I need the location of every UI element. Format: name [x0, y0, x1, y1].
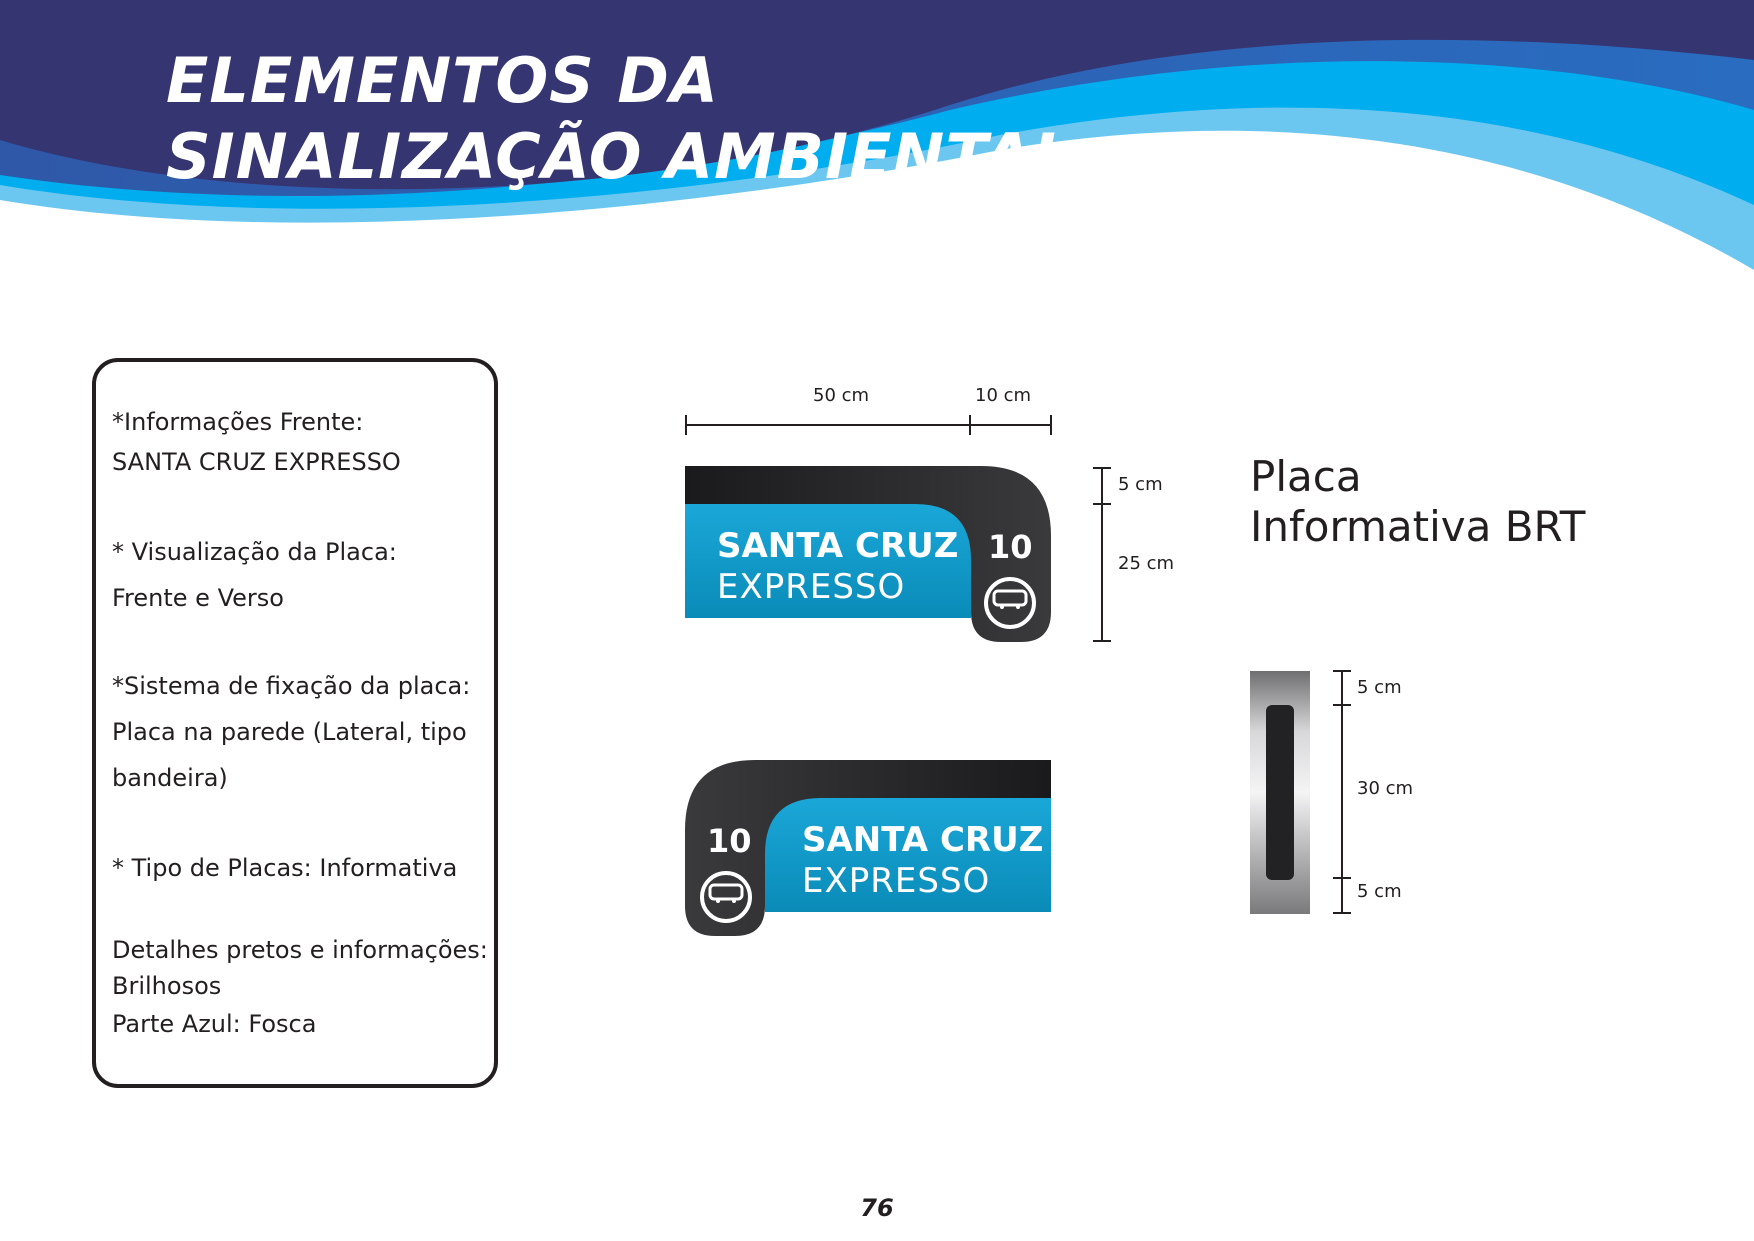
sign-front-line1: SANTA CRUZ — [717, 526, 959, 566]
page-title-line1: ELEMENTOS DA — [166, 44, 719, 117]
sign-back-number: 10 — [707, 822, 752, 860]
sign-back-line1: SANTA CRUZ — [802, 820, 1044, 860]
info-front-label: *Informações Frente: — [112, 408, 364, 436]
sign-front-line2: EXPRESSO — [717, 567, 906, 607]
page-title-line2: SINALIZAÇÃO AMBIENTAL — [166, 120, 1074, 193]
dim-height-main: 25 cm — [1118, 553, 1175, 574]
dim-height-top: 5 cm — [1118, 474, 1163, 495]
dim-width-side: 10 cm — [975, 385, 1032, 406]
dim-side-main: 30 cm — [1357, 778, 1414, 799]
page-number: 76 — [860, 1194, 894, 1222]
info-details-value: Brilhosos — [112, 972, 222, 1000]
info-view-value: Frente e Verso — [112, 584, 284, 612]
plate-title-line2: Informativa BRT — [1250, 502, 1586, 551]
bus-icon — [706, 881, 746, 905]
info-details-label: Detalhes pretos e informações: — [112, 936, 488, 964]
info-fixing-value-1: Placa na parede (Lateral, tipo — [112, 718, 467, 746]
sign-back-line2: EXPRESSO — [802, 861, 991, 901]
info-front-value: SANTA CRUZ EXPRESSO — [112, 448, 401, 476]
dim-side-bottom: 5 cm — [1357, 881, 1402, 902]
plate-title-line1: Placa — [1250, 452, 1362, 501]
plate-side-view — [1250, 671, 1310, 914]
info-fixing-label: *Sistema de fixação da placa: — [112, 672, 471, 700]
info-view-label: * Visualização da Placa: — [112, 538, 397, 566]
bus-icon — [990, 587, 1030, 611]
info-fixing-value-2: bandeira) — [112, 764, 228, 792]
dim-side-top: 5 cm — [1357, 677, 1402, 698]
info-blue-part: Parte Azul: Fosca — [112, 1010, 317, 1038]
sign-front-number: 10 — [988, 528, 1033, 566]
info-type: * Tipo de Placas: Informativa — [112, 854, 458, 882]
dim-width-main: 50 cm — [813, 385, 870, 406]
